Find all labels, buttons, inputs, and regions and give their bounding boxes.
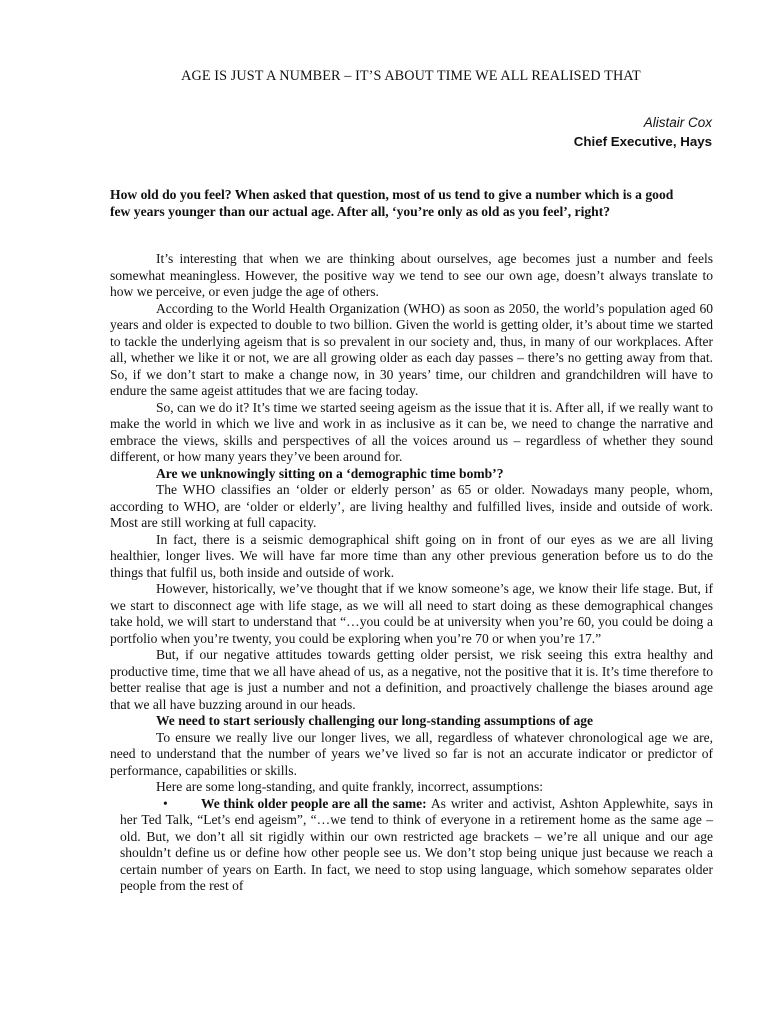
document-title: AGE IS JUST A NUMBER – IT’S ABOUT TIME WE ALL REALISED THAT <box>181 68 641 84</box>
body-paragraph: So, can we do it? It’s time we started seeing ageism as the issue that it is. After all, if we really want to make the world in which we live and work in as inclusive as it can be, we need to change the narrative and embrace the views, skills and perspectives of all the voices around us – regardless of whether they sound different, or how many years they’ve been around for. <box>110 399 713 464</box>
section-heading: We need to start seriously challenging our long-standing assumptions of age <box>156 713 594 728</box>
article-body <box>110 251 713 895</box>
body-paragraph: According to the World Health Organization (WHO) as soon as 2050, the world’s population aged 60 years and older is expected to double to two billion. Given the world is getting older, it’s about time we started to tackle the underlying ageism that is so prevalent in our society and, thus, in many of our workplaces. After all, whether we like it or not, we are all growing older as each day passes – there’s no getting away from that. So, if we don’t start to make a change now, in 30 years’ time, our children and grandchildren will have to endure the same ageist attitudes that we are facing today. <box>110 300 713 398</box>
author-name: Alistair Cox <box>643 115 712 130</box>
list-item-text: As writer and activist, Ashton Applewhite, says in her Ted Talk, “Let’s end ageism”, “…we tend to think of everyone in a retirement home as the same age – old. But, we don’t all sit rigidly within our own restricted age brackets – we’re all unique and our age shouldn’t define us or define how other people see us. We don’t stop being unique just because we reach a certain number of years on Earth. In fact, we need to stop using language, which somehow separates older people from the rest of <box>120 795 713 893</box>
assumptions-list <box>110 796 713 895</box>
list-item-lead: We think older people are all the same: <box>201 795 427 811</box>
section-heading: Are we unknowingly sitting on a ‘demographic time bomb’? <box>156 465 504 481</box>
body-paragraph: To ensure we really live our longer lives, we all, regardless of whatever chronological age we are, need to understand that the number of years we’ve lived so far is not an accurate indicator or predictor of performance, capabilities or skills. <box>110 729 713 778</box>
intro-paragraph: How old do you feel? When asked that question, most of us tend to give a number which is a good few years younger than our actual age. After all, ‘you’re only as old as you feel’, right? <box>110 187 674 219</box>
body-paragraph: It’s interesting that when we are thinking about ourselves, age becomes just a number and feels somewhat meaningless. However, the positive way we tend to see our own age, doesn’t always translate to how we perceive, or even judge the age of others. <box>110 251 713 299</box>
bullet-marker: • <box>163 795 168 811</box>
body-paragraph: Here are some long-standing, and quite frankly, incorrect, assumptions: <box>156 779 543 794</box>
body-paragraph: The WHO classifies an ‘older or elderly person’ as 65 or older. Nowadays many people, whom, according to WHO, are ‘older or elderly’, are living healthy and fulfilled lives, inside and outside of work. Most are still working at full capacity. <box>110 482 713 530</box>
body-paragraph: In fact, there is a seismic demographical shift going on in front of our eyes as we are all living healthier, longer lives. We will have far more time than any other previous generation before us to do the things that fulfil us, both inside and outside of work. <box>110 531 713 580</box>
author-role: Chief Executive, Hays <box>573 134 712 149</box>
body-paragraph: However, historically, we’ve thought that if we know someone’s age, we know their life stage. But, if we start to disconnect age with life stage, as we will all need to start doing as these demographical changes take hold, we will start to understand that “…you could be at university when you’re 60, you could be doing a portfolio when you’re twenty, you could be exploring when you’re 70 or when you’re 17.” <box>110 581 713 646</box>
list-item <box>110 796 713 895</box>
body-paragraph: But, if our negative attitudes towards getting older persist, we risk seeing this extra healthy and productive time, time that we all have ahead of us, as a negative, not the positive that it is. It’s time therefore to better realise that age is just a number and not a definition, and proactively challenge the biases around age that we all have buzzing around in our heads. <box>110 647 713 712</box>
